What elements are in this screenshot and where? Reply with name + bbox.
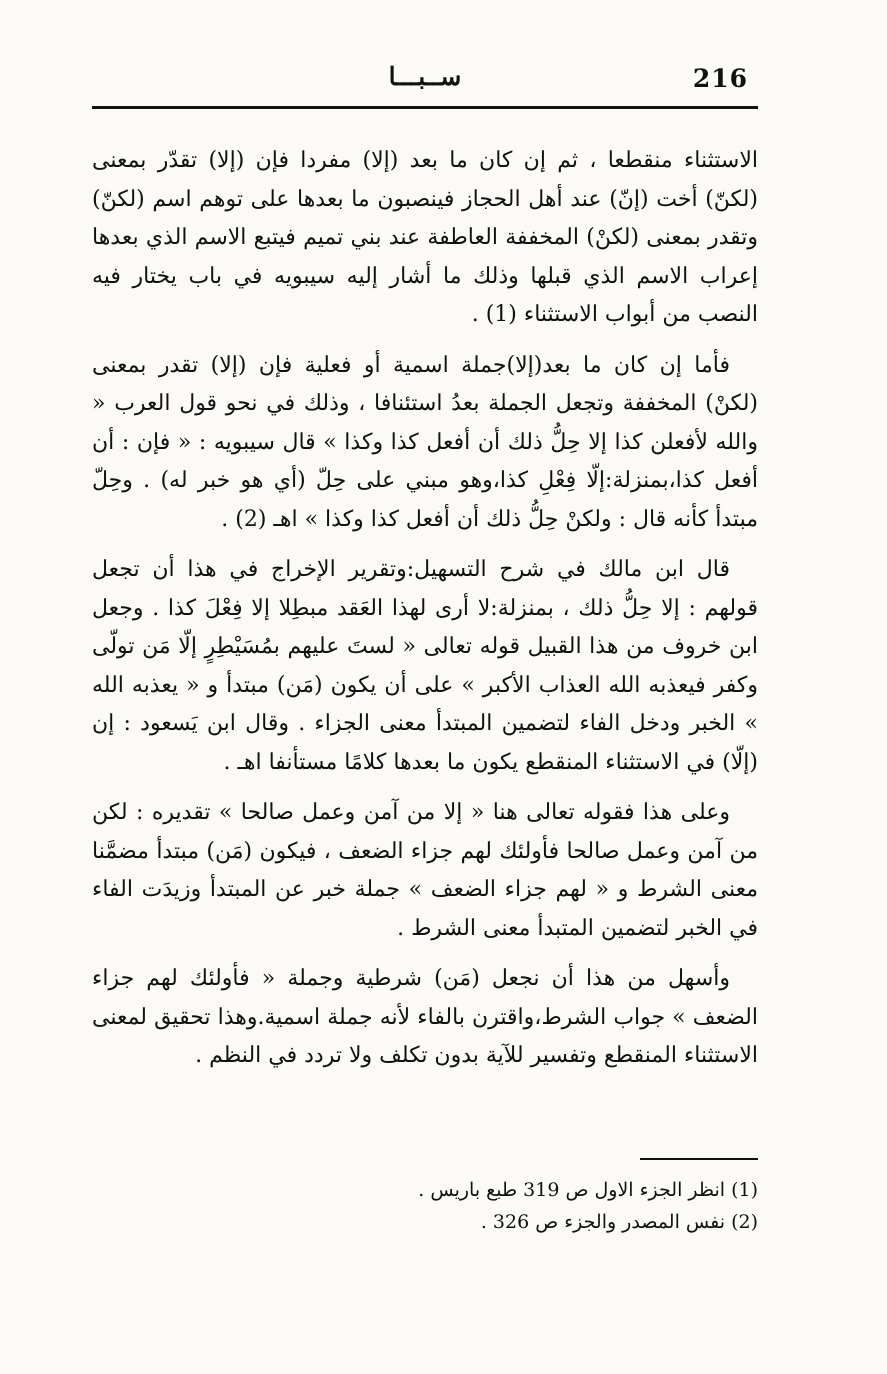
paragraph-1: الاستثناء منقطعا ، ثم إن كان ما بعد (إلا) مفردا فإن (إلا) تقدّر بمعنى (لكنّ) أخت (إنّ) عند أهل الحجاز فينصبون ما بعدها على توهم اسم (لكنّ) وتقدر بمعنى (لكنْ) المخففة العاطفة عند بني تميم فيتبع الاسم الذي بعدها إعراب الاسم الذي قبلها وذلك ما أشار إليه سيبويه في باب يختار فيه النصب من أبواب الاستثناء (1) . xyxy=(92,148,758,327)
footnote-rule xyxy=(640,1158,758,1160)
running-title: ســبـــا xyxy=(388,62,462,91)
paragraph-5: وأسهل من هذا أن نجعل (مَن) شرطية وجملة « فأولئك لهم جزاء الضعف » جواب الشرط،واقترن بالفاء لأنه جملة اسمية.وهذا تحقيق لمعنى الاستثناء المنقطع وتفسير للآية بدون تكلف ولا تردد في النظم . xyxy=(92,966,758,1068)
page-header xyxy=(92,60,758,104)
footnote-2: (2) نفس المصدر والجزء ص 326 . xyxy=(480,1211,758,1233)
paragraph-3: قال ابن مالك في شرح التسهيل:وتقرير الإخراج في هذا أن تجعل قولهم : إلا حِلُّ ذلك ، بمنزلة:لا أرى لهذا العَقد مبطِلا إلا فِعْلَ كذا . وجعل ابن خروف من هذا القبيل قوله تعالى « لستَ عليهم بمُسَيْطِرٍ إلّا مَن تولّى وكفر فيعذبه الله العذاب الأكبر » على أن يكون (مَن) مبتدأ و « يعذبه الله » الخبر ودخل الفاء لتضمين المبتدأ معنى الجزاء . وقال ابن يَسعود : إن (إلّا) في الاستثناء المنقطع يكون ما بعدها كلامًا مستأنفا اهـ . xyxy=(92,557,758,775)
paragraph-4: وعلى هذا فقوله تعالى هنا « إلا من آمن وعمل صالحا » تقديره : لكن من آمن وعمل صالحا فأولئك لهم جزاء الضعف ، فيكون (مَن) مبتدأ مضمَّنا معنى الشرط و « لهم جزاء الضعف » جملة خبر عن المبتدأ وزيدَت الفاء في الخبر لتضمين المتبدأ معنى الشرط . xyxy=(92,800,758,941)
footnotes xyxy=(92,1174,758,1238)
header-rule xyxy=(92,106,758,109)
body-text xyxy=(92,142,758,1088)
page-number: 216 xyxy=(692,64,748,93)
footnote-1: (1) انظر الجزء الاول ص 319 طبع باريس . xyxy=(418,1179,758,1201)
paragraph-2: فأما إن كان ما بعد(إلا)جملة اسمية أو فعلية فإن (إلا) تقدر بمعنى (لكنْ) المخففة وتجعل الجملة بعدُ استئنافا ، وذلك في نحو قول العرب « والله لأفعلن كذا إلا حِلُّ ذلك أن أفعل كذا وكذا » قال سيبويه : « فإن : أن أفعل كذا،بمنزلة:إلّا فِعْلِ كذا،وهو مبني على حِلّ (أي هو خبر له) . وحِلّ مبتدأ كأنه قال : ولكنْ حِلُّ ذلك أن أفعل كذا وكذا » اهـ (2) . xyxy=(92,352,758,532)
